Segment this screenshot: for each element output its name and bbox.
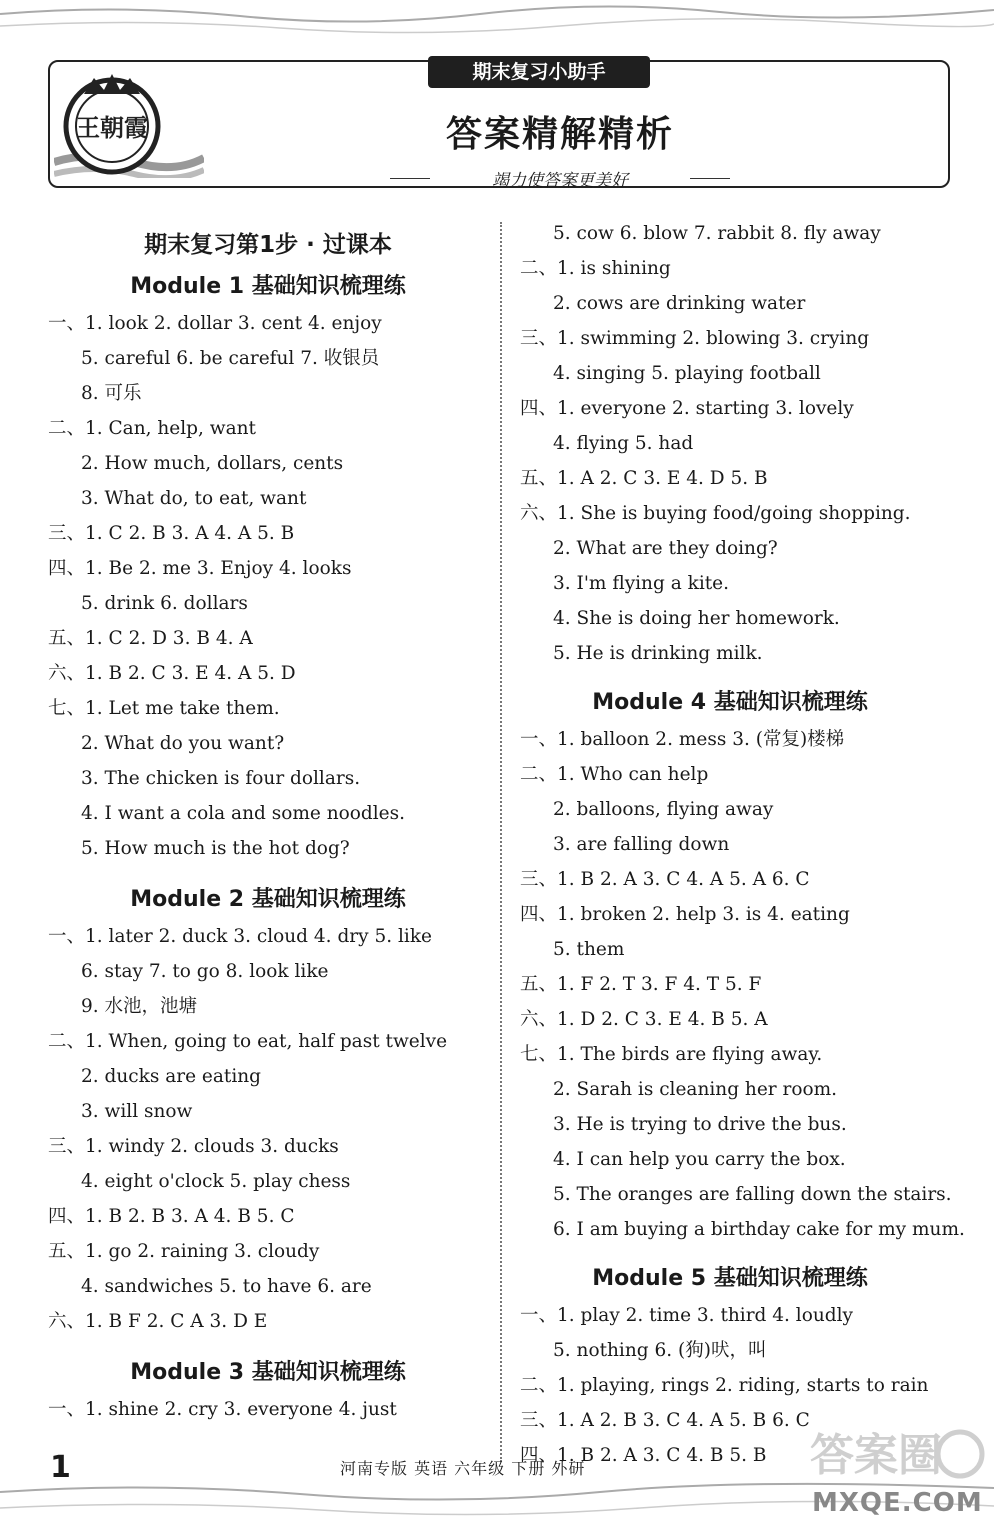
answer-line: 五、1. C 2. D 3. B 4. A (48, 628, 253, 649)
answer-line: 二、1. When, going to eat, half past twelve (48, 1031, 448, 1052)
answer-line: 一、1. later 2. duck 3. cloud 4. dry 5. like (48, 926, 432, 947)
answer-line: 2. How much, dollars, cents (81, 453, 344, 474)
answer-line: 三、1. A 2. B 3. C 4. A 5. B 6. C (520, 1410, 810, 1431)
answer-line: 6. I am buying a birthday cake for my mum. (553, 1219, 965, 1240)
answer-line: 3. will snow (81, 1101, 193, 1122)
answer-line: 一、1. shine 2. cry 3. everyone 4. just (48, 1399, 397, 1420)
answer-line: 2. cows are drinking water (553, 293, 806, 314)
answer-line: 六、1. She is buying food/going shopping. (520, 503, 911, 524)
slogan-rule-left (390, 178, 430, 179)
answer-line: 5. them (553, 939, 625, 960)
answer-line: 3. are falling down (553, 834, 730, 855)
answer-line: 一、1. play 2. time 3. third 4. loudly (520, 1305, 853, 1326)
answer-line: 2. Sarah is cleaning her room. (553, 1079, 838, 1100)
module-2-answers (48, 919, 488, 1339)
answer-line: 4. eight o'clock 5. play chess (81, 1171, 351, 1192)
answer-line: 七、1. Let me take them. (48, 698, 280, 719)
module-4-title: Module 4 基础知识梳理练 (592, 690, 868, 715)
book-info: 河南专版 英语 六年级 下册 外研 (340, 1459, 586, 1478)
watermark-url: MXQE.COM (812, 1488, 983, 1518)
answer-line: 6. stay 7. to go 8. look like (81, 961, 329, 982)
right-column (520, 216, 965, 1473)
answer-line: 5. cow 6. blow 7. rabbit 8. fly away (553, 223, 881, 244)
publisher-logo-icon (54, 70, 204, 178)
top-border-decoration (0, 0, 994, 40)
module-5-title: Module 5 基础知识梳理练 (592, 1266, 868, 1291)
answer-line: 5. careful 6. be careful 7. 收银员 (81, 348, 380, 369)
answer-line: 5. How much is the hot dog? (81, 838, 350, 859)
answer-line: 五、1. go 2. raining 3. cloudy (48, 1241, 320, 1262)
header-tag: 期末复习小助手 (428, 56, 650, 88)
step-title: 期末复习第1步 · 过课本 (144, 232, 392, 258)
answer-line: 三、1. swimming 2. blowing 3. crying (520, 328, 870, 349)
answer-line: 3. What do, to eat, want (81, 488, 307, 509)
answer-line: 七、1. The birds are flying away. (520, 1044, 823, 1065)
answer-line: 5. drink 6. dollars (81, 593, 248, 614)
page-number: 1 (50, 1450, 71, 1485)
answer-line: 4. I can help you carry the box. (553, 1149, 846, 1170)
answer-line: 3. The chicken is four dollars. (81, 768, 361, 789)
column-divider (500, 222, 502, 1462)
answer-line: 二、1. Who can help (520, 764, 709, 785)
module-3-title: Module 3 基础知识梳理练 (130, 1360, 406, 1385)
answer-line: 一、1. balloon 2. mess 3. (常复)楼梯 (520, 729, 845, 750)
answer-line: 六、1. B 2. C 3. E 4. A 5. D (48, 663, 296, 684)
answer-header (48, 60, 950, 191)
left-column (48, 212, 488, 1427)
answer-line: 四、1. everyone 2. starting 3. lovely (520, 398, 854, 419)
answer-line: 二、1. is shining (520, 258, 671, 279)
answer-line: 2. What do you want? (81, 733, 285, 754)
module-4-answers (520, 722, 965, 1247)
answer-line: 4. She is doing her homework. (553, 608, 840, 629)
answer-line: 2. What are they doing? (553, 538, 778, 559)
module-3-answers (48, 1392, 488, 1427)
answer-line: 六、1. D 2. C 3. E 4. B 5. A (520, 1009, 768, 1030)
answer-line: 一、1. look 2. dollar 3. cent 4. enjoy (48, 313, 382, 334)
answer-line: 5. He is drinking milk. (553, 643, 763, 664)
answer-line: 4. flying 5. had (553, 433, 694, 454)
answer-line: 五、1. F 2. T 3. F 4. T 5. F (520, 974, 762, 995)
module-1-title: Module 1 基础知识梳理练 (130, 274, 406, 299)
answer-line: 二、1. Can, help, want (48, 418, 256, 439)
answer-line: 四、1. broken 2. help 3. is 4. eating (520, 904, 850, 925)
answer-line: 三、1. B 2. A 3. C 4. A 5. A 6. C (520, 869, 810, 890)
answer-line: 二、1. playing, rings 2. riding, starts to rain (520, 1375, 929, 1396)
answer-line: 3. He is trying to drive the bus. (553, 1114, 847, 1135)
page-title: 答案精解精析 (445, 114, 674, 155)
answer-line: 2. ducks are eating (81, 1066, 262, 1087)
answer-line: 四、1. B 2. B 3. A 4. B 5. C (48, 1206, 295, 1227)
answer-line: 8. 可乐 (81, 383, 142, 404)
answer-line: 5. The oranges are falling down the stairs. (553, 1184, 952, 1205)
answer-line: 五、1. A 2. C 3. E 4. D 5. B (520, 468, 768, 489)
answer-line: 2. balloons, flying away (553, 799, 774, 820)
answer-line: 5. nothing 6. (狗)吠，叫 (553, 1340, 767, 1361)
logo-lettering: 王朝霞 (76, 113, 148, 142)
slogan-rule-right (690, 178, 730, 179)
module-2-title: Module 2 基础知识梳理练 (130, 887, 406, 912)
answer-line: 4. I want a cola and some noodles. (81, 803, 405, 824)
answer-line: 9. 水池，池塘 (81, 996, 198, 1017)
answer-line: 三、1. windy 2. clouds 3. ducks (48, 1136, 339, 1157)
answer-line: 4. singing 5. playing football (553, 363, 821, 384)
header-slogan: 竭力使答案更美好 (492, 171, 628, 191)
answer-line: 4. sandwiches 5. to have 6. are (81, 1276, 372, 1297)
answer-line: 3. I'm flying a kite. (553, 573, 729, 594)
answer-line: 六、1. B F 2. C A 3. D E (48, 1311, 268, 1332)
watermark-top-text: 答案圈 (810, 1430, 942, 1481)
answer-line: 四、1. B 2. A 3. C 4. B 5. B (520, 1445, 767, 1466)
module-1-answers (48, 306, 488, 866)
answer-line: 三、1. C 2. B 3. A 4. A 5. B (48, 523, 295, 544)
answer-line: 四、1. Be 2. me 3. Enjoy 4. looks (48, 558, 352, 579)
module-3-answers-continued (520, 216, 940, 671)
